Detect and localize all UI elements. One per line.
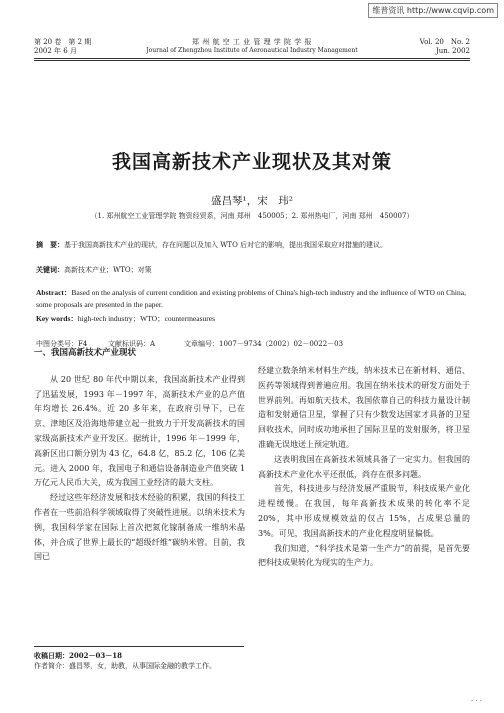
body-paragraph: 首先，科技进步与经济发展严重脱节，科技成果产业化进程缓慢。在我国，每年高新技术成果的转化率不足 20%，其中形成规模效益的仅占 15%，占成果总量的 3%。可见，我国高新技术的产业化程度明显偏低。 <box>258 484 470 538</box>
abstract-cn <box>36 239 468 252</box>
header-date: 2002 年 6 月 <box>34 47 77 55</box>
header-journal-en: Journal of Zhengzhou Institute of Aeronautical Industry Management <box>146 47 358 54</box>
page-edge-dots: · · · <box>470 697 482 705</box>
received-date: 收稿日期：2002－03－18 <box>34 651 122 660</box>
footnote-rule <box>34 646 244 647</box>
keywords-en-label: Key words： <box>36 314 78 323</box>
author-bio: 作者简介：盛昌琴，女，助教，从事国际金融的教学工作。 <box>34 662 216 670</box>
body-paragraph: 经过这些年经济发展和技术经验的积累，我国的科技工作者在一些前沿科学领域取得了突破性进展。以纳米技术为例，我国科学家在国际上首次把氮化镓制备成一维纳米晶体，并合成了世界上最长的“超级纤维”碳纳米管。目前，我国已 <box>34 493 245 562</box>
header-rule <box>34 58 470 59</box>
author-affiliation: （1. 郑州航空工业管理学院 物资经贸系，河南 郑州 450005；2. 郑州热电厂，河南 郑州 450007） <box>90 212 414 220</box>
header-rule-thin <box>34 60 470 61</box>
paper-authors: 盛昌琴¹，宋 玮² <box>211 195 293 207</box>
body-paragraph: 这表明我国在高新技术领域具备了一定实力。但我国的高新技术产业化水平还很低，尚存在很多问题。 <box>258 454 470 479</box>
classification-number: 中图分类号：F4 <box>36 340 88 348</box>
abstract-en-label: Abstract： <box>36 288 72 297</box>
right-column <box>258 364 470 571</box>
keywords-en-text: high-tech industry；WTO；countermeasures <box>77 314 215 323</box>
abstract-cn-label: 摘 要： <box>36 240 64 249</box>
article-number: 文章编号：1007－9734（2002）02－0022－03 <box>184 340 344 348</box>
keywords-en <box>36 313 468 325</box>
keywords-cn <box>36 264 468 277</box>
section-heading: 一、我国高新技术产业现状 <box>34 348 137 358</box>
left-column <box>34 346 245 565</box>
keywords-cn-text: 高新技术产业；WTO；对策 <box>64 266 152 274</box>
header-vol-en: Vol. 20 No. 2 <box>419 38 470 46</box>
watermark: 维普资讯 http://www.cqvip.com <box>368 3 498 18</box>
body-paragraph: 经建立数条纳米材料生产线，纳米技术已在新材料、通信、医药等领域得到普遍应用。我国在纳米技术的研发方面处于世界前列。再如航天技术，我国依靠自己的科技力量设计制造和发射通信卫星，掌握了只有少数发达国家才具备的卫星回收技术，同时成功地承担了国际卫星的发射服务，将卫星准确无误地送上预定轨道。 <box>258 366 470 449</box>
header-journal-cn: 郑 州 航 空 工 业 管 理 学 院 学 报 <box>192 38 312 46</box>
body-paragraph: 我们知道，“科学技术是第一生产力”的前提，是首先要把科技成果转化为现实的生产力。 <box>258 543 470 568</box>
paper-title: 我国高新技术产业现状及其对策 <box>111 151 392 173</box>
keywords-cn-label: 关键词： <box>36 265 64 274</box>
abstract-en-text: Based on the analysis of current condition and existing problems of China's high-tech industry and the influence of WTO on China, some proposals are presented in the paper. <box>36 288 466 309</box>
body-paragraph: 从 20 世纪 80 年代中期以来，我国高新技术产业得到了迅猛发展，1993 年－1997 年，高新技术产业的总产值年均增长 26.4%。近 20 多年来，在政府引导下，已在京、津地区及沿海地带建立起一批致力于开发高新技术的国家级高新技术产业开发区。据统计，1996 年－1999 年，高新区出口额分别为 43 亿，64.8 亿，85.2 亿，106 亿美元。进入 2000 年，我国电子和通信设备制造业产值突破 1 万亿元人民币大关，成为我国工业经济的最大支柱。 <box>34 374 245 488</box>
document-code: 文献标识码：A <box>108 340 156 348</box>
header-date-en: Jun. 2002 <box>435 47 470 55</box>
abstract-en <box>36 287 468 310</box>
footnote <box>34 650 244 672</box>
header-volume: 第 20 卷 第 2 期 <box>34 38 92 46</box>
abstract-cn-text: 基于我国高新技术产业的现状，存在问题以及加入 WTO 后对它的影响，提出我国采取应对措施的建议。 <box>64 241 388 249</box>
